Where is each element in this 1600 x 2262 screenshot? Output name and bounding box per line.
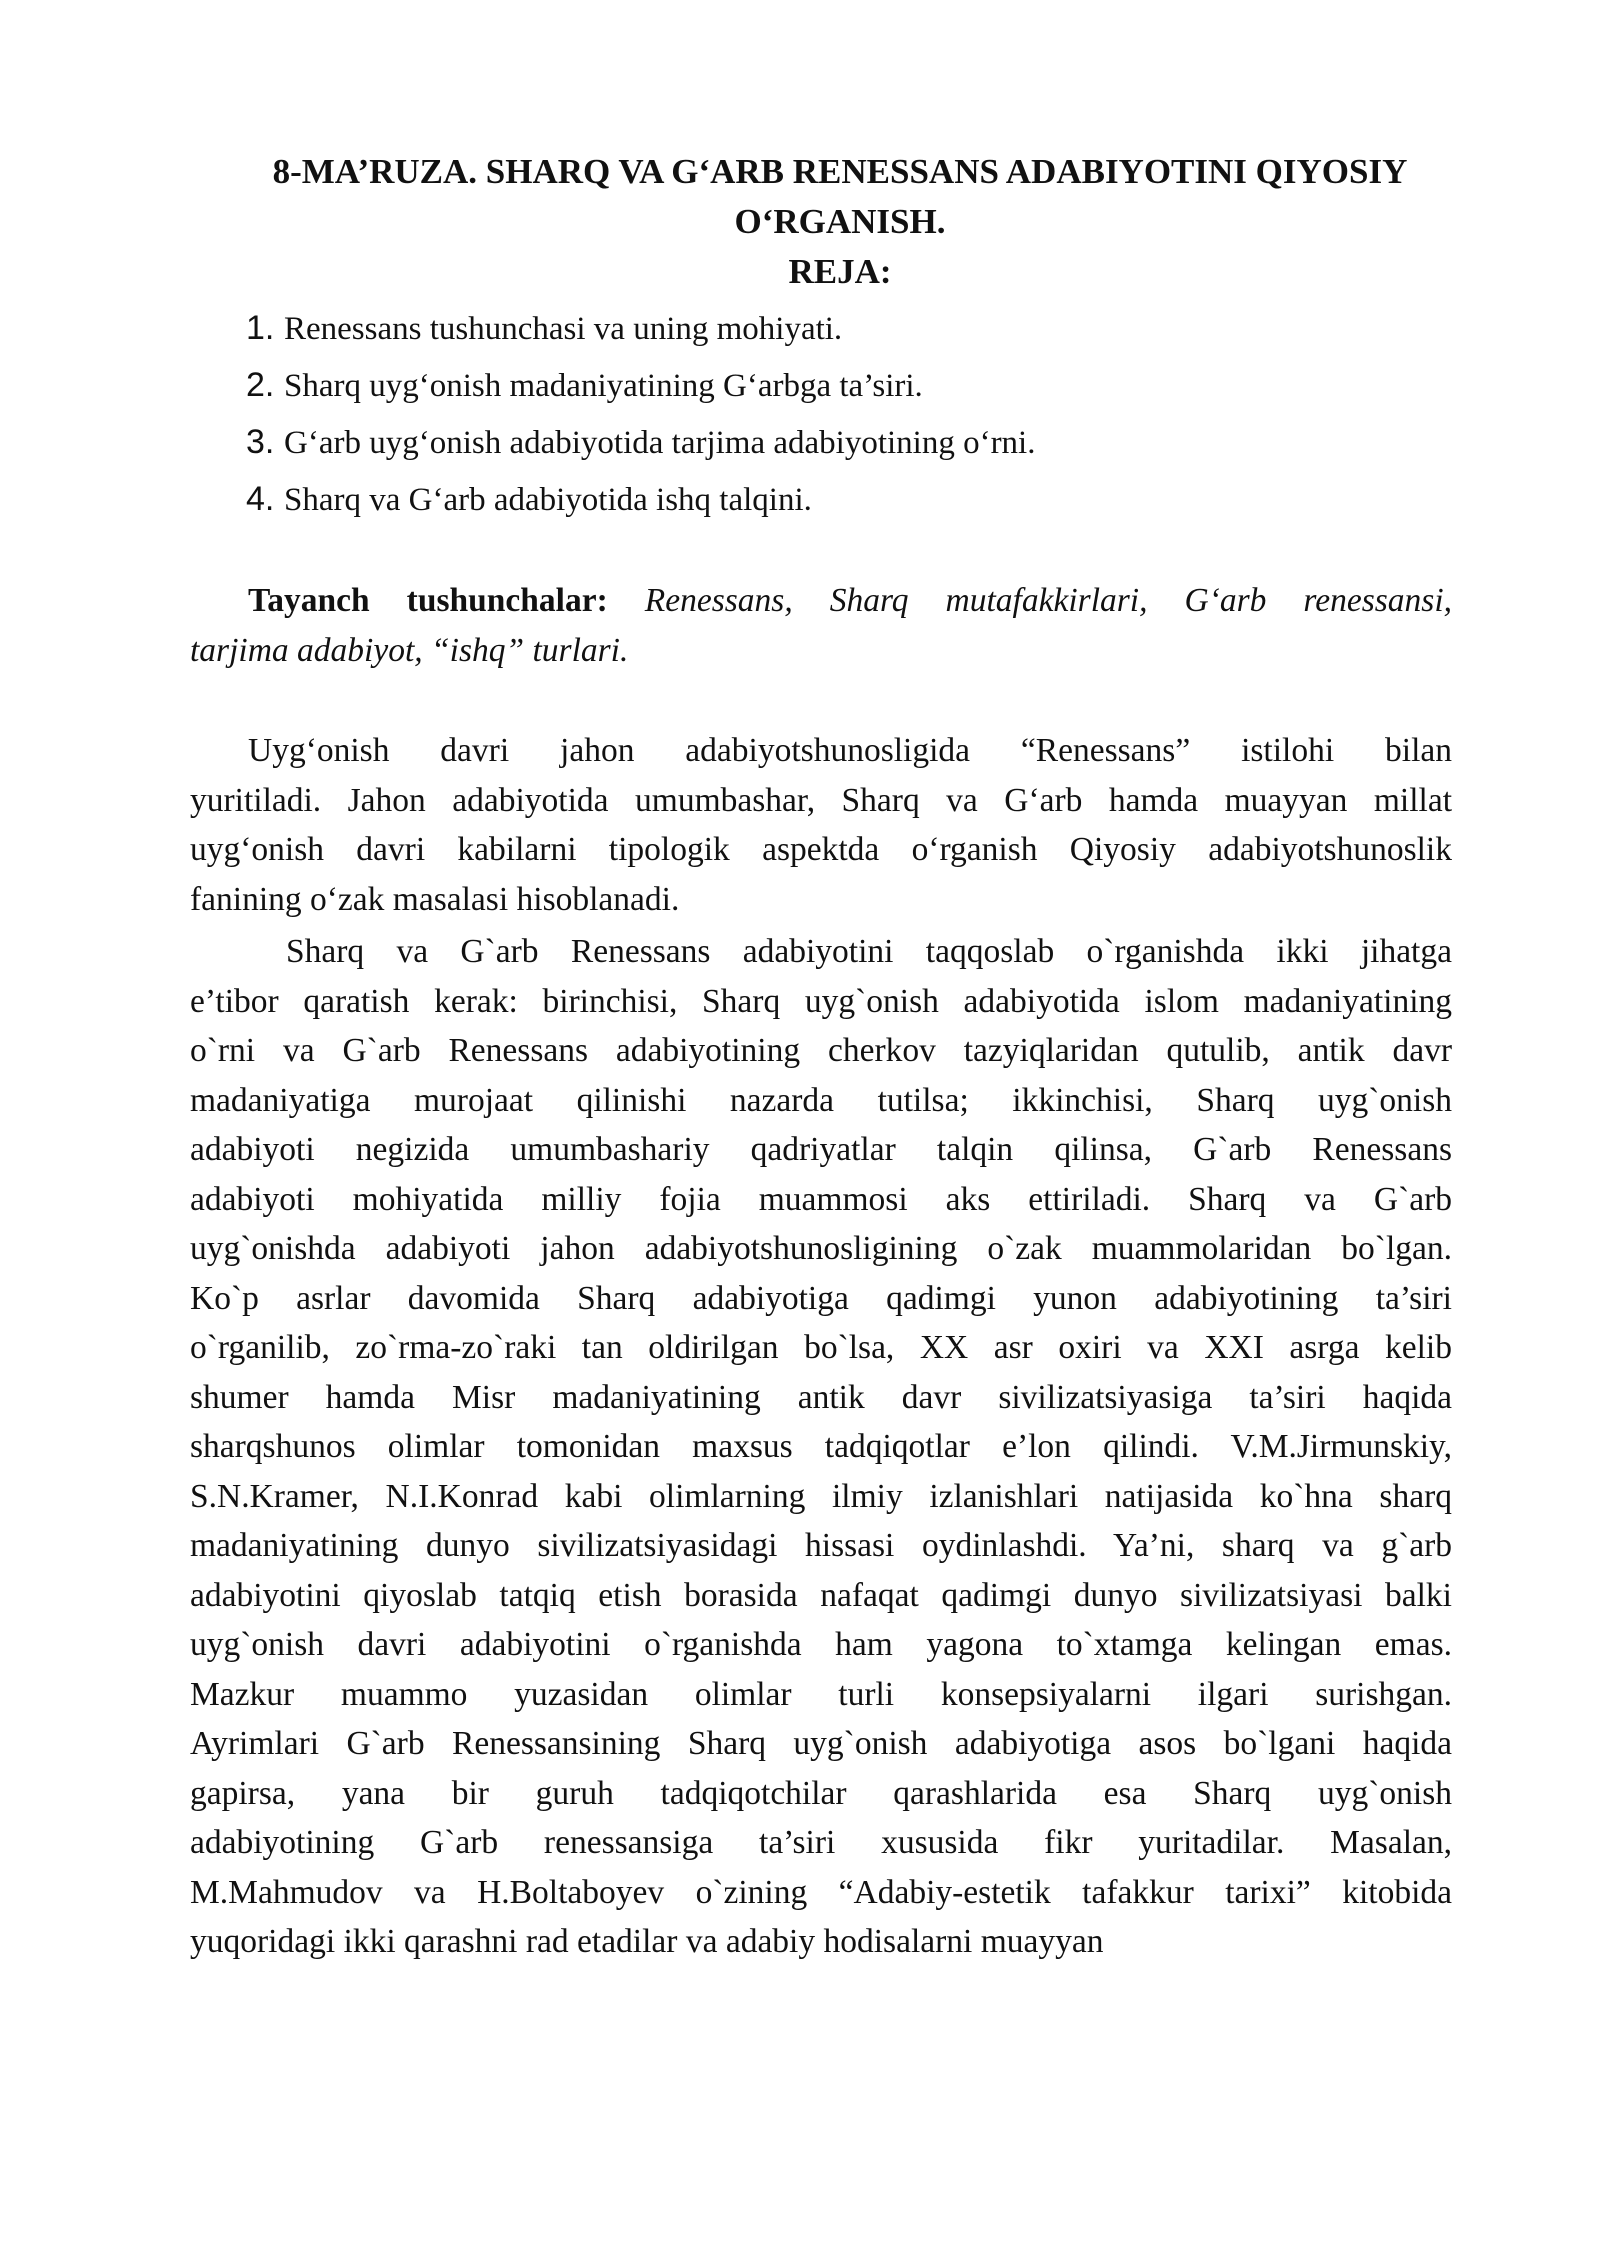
- text-line: madaniyatining dunyo sivilizatsiyasidagi hissasi oydinlashdi. Ya’ni, sharq va g`arb: [190, 1527, 1452, 1564]
- text-line: S.N.Kramer, N.I.Konrad kabi olimlarning ilmiy izlanishlari natijasida ko`hna sharq: [190, 1477, 1452, 1515]
- text-line: M.Mahmudov va H.Boltaboyev o`zining “Adabiy-estetik tafakkur tarixi” kitobida: [190, 1873, 1452, 1911]
- text-line: Sharq va G`arb Renessans adabiyotini taqqoslab o`rganishda ikki jihatga: [286, 933, 1452, 970]
- text-line: Mazkur muammo yuzasidan olimlar turli konsepsiyalarni ilgari surishgan.: [190, 1675, 1452, 1713]
- plan-item: [246, 300, 1035, 357]
- text-line: uyg`onishda adabiyoti jahon adabiyotshunosligining o`zak muammolaridan bo`lgan.: [190, 1230, 1452, 1267]
- text-line: yuqoridagi ikki qarashni rad etadilar va adabiy hodisalarni muayyan: [190, 1923, 1104, 1960]
- lecture-title-line-2: O‘RGANISH.: [734, 202, 946, 241]
- paragraph-intro: [190, 726, 1452, 924]
- plan-heading: REJA:: [788, 252, 892, 291]
- text-line: uyg`onish davri adabiyotini o`rganishda ham yagona to`xtamga kelingan emas.: [190, 1626, 1452, 1663]
- plan-item-text: Renessans tushunchasi va uning mohiyati.: [284, 311, 843, 347]
- key-concepts-label: Tayanch tushunchalar:: [248, 582, 608, 619]
- plan-item-number: 3.: [246, 423, 275, 461]
- text-line: Ayrimlari G`arb Renessansining Sharq uyg`onish adabiyotiga asos bo`lgani haqida: [190, 1725, 1452, 1762]
- text-line: sharqshunos olimlar tomonidan maxsus tadqiqotlar e’lon qilindi. V.M.Jirmunskiy,: [190, 1428, 1452, 1465]
- text-line: e’tibor qaratish kerak: birinchisi, Sharq uyg`onish adabiyotida islom madaniyatining: [190, 982, 1452, 1020]
- text-line: o`rganilib, zo`rma-zo`raki tan oldirilgan bo`lsa, XX asr oxiri va XXI asrga kelib: [190, 1329, 1452, 1366]
- key-concepts: [190, 576, 1452, 675]
- text-line: adabiyoti negizida umumbashariy qadriyatlar talqin qilinsa, G`arb Renessans: [190, 1131, 1452, 1168]
- text-line: shumer hamda Misr madaniyatining antik davr sivilizatsiyasiga ta’siri haqida: [190, 1378, 1452, 1416]
- plan-item: [246, 471, 1035, 528]
- lecture-title-line-1: 8-MA’RUZA. SHARQ VA G‘ARB RENESSANS ADABIYOTINI QIYOSIY: [272, 152, 1408, 191]
- text-line: adabiyotini qiyoslab tatqiq etish borasida nafaqat qadimgi dunyo sivilizatsiyasi balki: [190, 1576, 1452, 1614]
- text-line: adabiyoti mohiyatida milliy fojia muammosi aks ettiriladi. Sharq va G`arb: [190, 1180, 1452, 1218]
- plan-item: [246, 357, 1035, 414]
- key-concepts-line: tarjima adabiyot, “ishq” turlari.: [190, 631, 629, 669]
- plan-item-text: Sharq va G‘arb adabiyotida ishq talqini.: [284, 482, 812, 518]
- paragraph-main: [190, 927, 1452, 1967]
- text-line: Uyg‘onish davri jahon adabiyotshunosligida “Renessans” istilohi bilan: [248, 732, 1452, 769]
- text-line: Ko`p asrlar davomida Sharq adabiyotiga qadimgi yunon adabiyotining ta’siri: [190, 1279, 1452, 1317]
- text-line: gapirsa, yana bir guruh tadqiqotchilar qarashlarida esa Sharq uyg`onish: [190, 1774, 1452, 1812]
- plan-item-text: Sharq uyg‘onish madaniyatining G‘arbga ta’siri.: [284, 368, 923, 404]
- plan-item-number: 1.: [246, 309, 275, 347]
- text-line: adabiyotining G`arb renessansiga ta’siri xususida fikr yuritadilar. Masalan,: [190, 1824, 1452, 1861]
- plan-list: [246, 300, 1035, 528]
- text-line: uyg‘onish davri kabilarni tipologik aspektda o‘rganish Qiyosiy adabiyotshunoslik: [190, 831, 1452, 868]
- plan-item: [246, 414, 1035, 471]
- text-line: madaniyatiga murojaat qilinishi nazarda tutilsa; ikkinchisi, Sharq uyg`onish: [190, 1081, 1452, 1119]
- plan-item-text: G‘arb uyg‘onish adabiyotida tarjima adabiyotining o‘rni.: [284, 425, 1036, 461]
- key-concepts-line: [190, 576, 1452, 626]
- key-concepts-text: Renessans, Sharq mutafakkirlari, G‘arb renessansi,: [607, 582, 1452, 619]
- text-line: o`rni va G`arb Renessans adabiyotining cherkov tazyiqlaridan qutulib, antik davr: [190, 1032, 1452, 1069]
- plan-item-number: 2.: [246, 366, 275, 404]
- text-line: yuritiladi. Jahon adabiyotida umumbashar, Sharq va G‘arb hamda muayyan millat: [190, 781, 1452, 819]
- text-line: fanining o‘zak masalasi hisoblanadi.: [190, 880, 680, 918]
- plan-item-number: 4.: [246, 480, 275, 518]
